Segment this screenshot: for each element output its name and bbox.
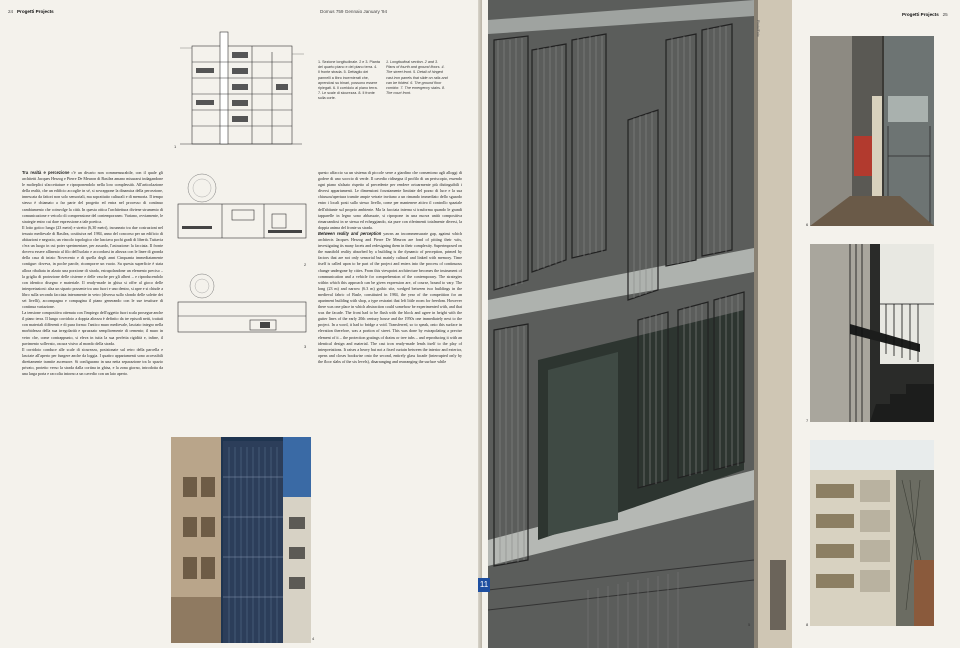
figure-number-6: 6 (806, 222, 809, 227)
street-front-photo (171, 437, 311, 643)
body-italian-2: Il lotto gotico lungo (23 metri) e stretto (6,30 metri), incuneato tra due costruzioni nel tessuto medievale di Basilea, costituiva nel 1984, anno del concorso per un edificio di abitazioni e negozio, un vincolo topologico che lasciava pochi gradi di libertà. Tuttavia c'era un luogo in cui poter sperimentare, per assurdo, l'astrazione: la facciata. Il fronte doveva essere allineato al filo dell'isolato e accordarsi in altezza con le linee di gronda della casa di inizio Novecento e di quella degli anni Cinquanta immediatamente contigue: doveva, in poche parole, ricomporre un vuoto. Su questa superficie è stata allora ribaltata in alzato una porzione di strada, estrapolandone un elemento preciso – la griglia di protezione delle cisterne e delle vasche per gli alberi – e riproducendolo con identico disegno e materiale. Il ready-made in ghisa si offre al gioco delle interpretazioni: alza un sipario possente tra uno fuori e uno dentro, si apre e si chiude a libro sulla seconda facciata interamente in vetro (diversa sullo sfondo delle solette dei sei livelli), accompagna e compagina il piano generando con le sue tessiture di continua variazione. (22, 224, 163, 310)
left-meta: Domus 759 Gennaio January '94 (320, 9, 388, 14)
cast-iron-facade-photo (488, 0, 754, 648)
neighbour-building-strip (754, 0, 792, 648)
figure-number-4: 4 (312, 636, 315, 641)
caption-english: 1. Longitudinal section. 2 and 3. Plans of fourth and ground floors. 4. The street front. 5. Detail of hinged cast iron panels that slide on rails and can be folded. 6. The ground floor corridor. 7. The emergency stairs. 8. The court front. (386, 60, 448, 96)
caption-italian: 1. Sezione longitudinale. 2 e 3. Pianta del quarto piano e del piano terra. 4. Il fronte strada. 5. Dettaglio dei pannelli a libro incernierati che, aprendosi su binari, possono essere ripiegati. 6. Il corridoio al piano terra. 7. Le scale di sicurezza. 8. Il fronte sulla corte. (318, 60, 380, 101)
left-section-title: Progetti Projects (16, 9, 54, 14)
figure-number-2: 2 (304, 262, 307, 267)
figure-number-8: 8 (806, 622, 809, 627)
body-italian-continued: questo affaccio su un sistema di piccole serre a giardino che consentono agli alloggi di godere di uno scorcio di verde. Il cavedio ridisegna il profilo di un periscopio, essendo ogni piano sfalsato rispetto al precedente per rendere ortoarmente più distinguibili i diversi appartamenti. Le dimensioni forzatamente limitate del pozzo di luce e la sua chiusura/apertura tramite ampie vetrate invitano a un rimando immediato dello sguardo entro i locali posti sullo stesso livello, come per mantenere attivo il controllo spaziale dell'abitante sul proprio ambiente. Ma la facciata interna si trasforma quando le grandi tapparelle in legno sono abbassate, si ripropone in una nuova unità compositiva rimarcandosi in se stessa ed echeggiando, sia pure con riferimenti totalmente diversi, la doppia anima del fronte su strada. (318, 170, 462, 230)
body-english (318, 231, 462, 365)
article-number-badge: 11 (478, 578, 490, 592)
text-column-1 (22, 170, 163, 640)
fourth-floor-plan (172, 170, 310, 270)
text-column-2 (318, 170, 462, 640)
figure-number-5: 5 (748, 622, 751, 627)
body-italian-4: Il corridoio conduce alle scale di sicurezza, posizionate sul retro della parcella e lasciate all'aperto per fungere anche da loggia. I quattro appartamenti sono accessibili direttamente tramite ascensore. Si configurano in una netta separazione tra lo spazio privato, protetto verso la strada dalla cortina in ghisa, e la zona giorno, introdotta da una larga porta e raccolta intorno a un cavedio con un lato aperto. (22, 346, 163, 377)
body-english-text: yawns an incommensurate gap, against which architects Jacques Herzog and Pierre De Meuron are fond of pitting their wits, investigating its many facets and redesigning them in their complexity. Superimposed on the manifold reality absorbed by a building is the dynamic of perception, primed by factors that are not only sensorial but mainly cultural and linked with memory. Time itself is called upon to be part of the project and enters into the process of continuous change undergone by cities. From this viewpoint architecture becomes the instrument of communication and a vehicle for comprehension of the contemporary. The strategies within which this approach can be given expression are, of course, bound to vary. The long (23 m) and narrow (6.3 m) gothic site, wedged between two buildings in the medieval fabric of Basle, constituted in 1984, the year of the competition for an apartment building with shop, a type restraint that left little room for freedom. However there was one place in which abstraction could somehow be experimented with, and that was the facade. The front had to be flush with the block and agree in height with the gutter lines of the early 20th century house and the 1950s one immediately next to the project. In a word, it had to bridge a void. Transferred, so to speak, onto this surface in elevation therefore, was a portion of street. This was done by extrapolating a precise element of it – the protection gratings of drains or tree tubs – and reproducing it with an identical design and material. The cast iron ready-made lends itself to the play of interpretations. It raises a heavy but not a fixed curtain between the interior and exterior, opens and closes bookwise onto the second, entirely glass facade (interrupted only by the floor slabs of the six levels), disarranging and rearranging the surface while (318, 230, 462, 364)
figure-number-3: 3 (304, 344, 307, 349)
left-folio (8, 9, 54, 14)
lead-italian: Tra realtà e percezione (22, 170, 70, 175)
ground-floor-plan (172, 272, 310, 352)
emergency-stairs-photo (810, 244, 934, 422)
court-front-photo (810, 440, 934, 626)
right-page-number: 25 (942, 12, 948, 17)
ground-floor-corridor-photo (810, 36, 934, 226)
left-page-number: 24 (8, 9, 14, 14)
figure-number-1: 1 (174, 144, 177, 149)
right-folio (902, 12, 948, 17)
figure-number-7: 7 (806, 418, 809, 423)
body-italian-3: La tensione compositiva ottenuta con l'impiego dell'oggetto fuori scala prosegue anche il piano terra. Il lungo corridoio a doppia altezza è definito da tre episodi netti, trattati con materiali differenti e di pura forma: l'antico muro medievale, lasciato integro nella morbidezza della sua irregolarità e spruzzato semplicemente di cemento; il muro in vetro che, come contrappunto, si eleva in tutta la sua perfetta rigidità e, infine, il pavimento sollevato, oscura visivo al mondo della strada. (22, 310, 163, 346)
right-section-title: Progetti Projects (902, 12, 939, 17)
lead-english: Between reality and perception (318, 230, 382, 236)
longitudinal-section-drawing (172, 28, 310, 150)
photo-credit: Photo/Foto (756, 20, 760, 37)
body-italian-1: c'è un divario non commensurabile, con il quale gli architetti Jacques Herzog e Pierre De Meuron di Basilea amano misurarsi indagandone le molteplici sfaccettature e riproponendolo nella loro complessità. All'articolazione della realtà, che un edificio accoglie in sé, si sovrappone la dinamica della percezione, innescata da fattori non solo sensoriali, ma soprattutto culturali e di memoria. Il tempo stesso è chiamato a far parte del progetto ed entra nel processo di continuo cambiamento che coinvolge la città. In questa ottica l'architettura diviene strumento di comunicazione e veicolo di comprensione del contemporaneo. Variano, ovviamente, le strategie entro cui dare espressione a tale poetica. (22, 170, 163, 224)
